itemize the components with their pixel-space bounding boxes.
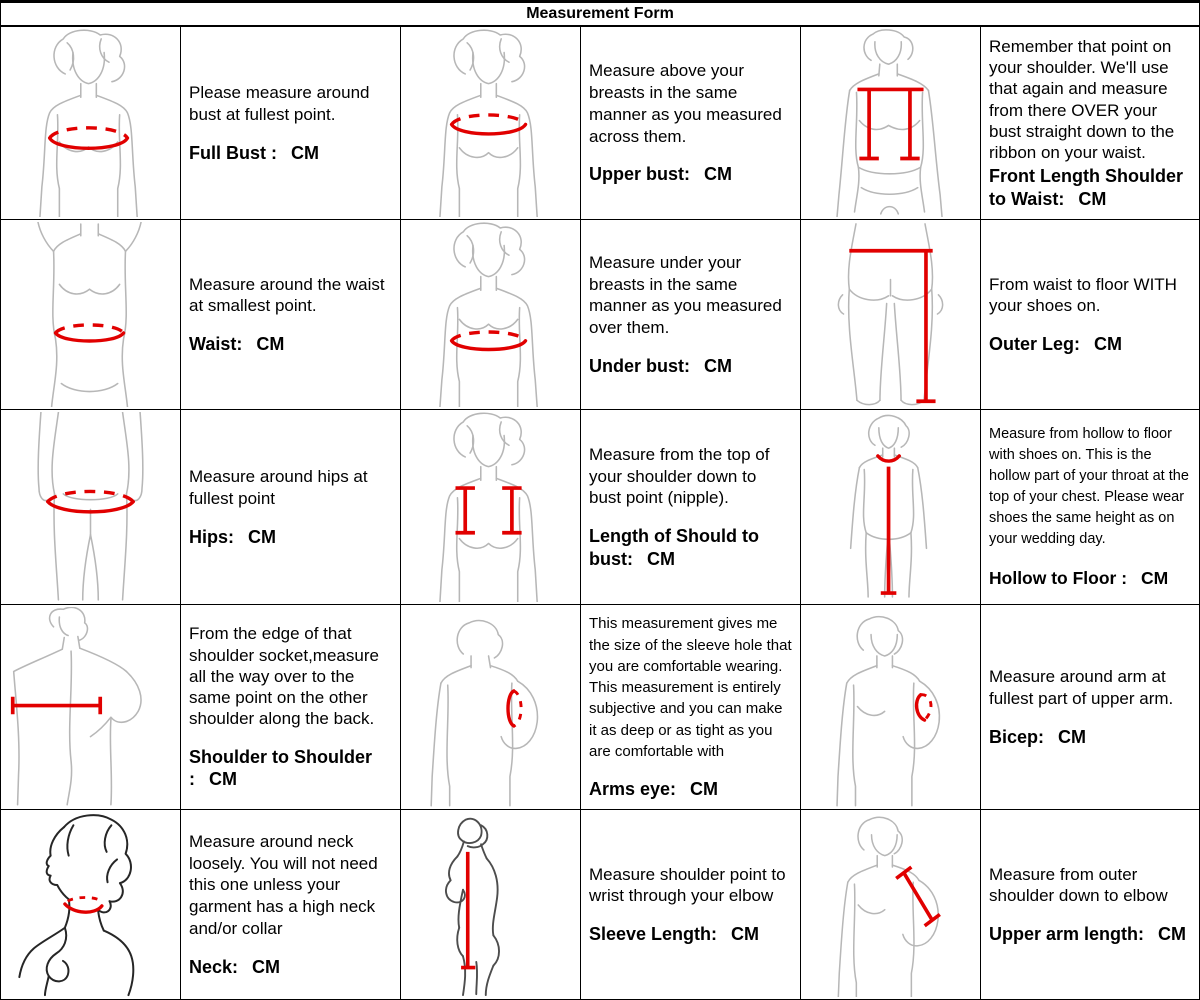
measure-unit: CM [1094, 334, 1123, 354]
measure-description: Please measure around bust at fullest point. [189, 83, 370, 124]
under-bust-figure [403, 222, 578, 407]
upper-bust-measure-line [452, 124, 526, 133]
outer-leg-figure [803, 222, 978, 407]
measure-label-row [189, 142, 392, 165]
measure-label-row [989, 568, 1191, 590]
measure-label-row [589, 163, 792, 186]
measure-label: Bicep: [989, 726, 1045, 747]
hips-figure [3, 412, 178, 602]
text-cell-under-bust [581, 220, 801, 410]
measure-unit: CM [252, 956, 281, 977]
figure-sketch [38, 222, 141, 407]
figure-sketch [431, 621, 537, 806]
measure-description: Measure around hips at fullest point [189, 467, 368, 508]
measure-label: Under bust: [589, 355, 690, 376]
measure-description: Measure shoulder point to wrist through your elbow [589, 864, 786, 906]
figure-sketch [440, 223, 537, 407]
bicep-figure [803, 607, 978, 807]
outer-leg-measure-lines [849, 251, 935, 401]
measure-unit: CM [704, 164, 732, 185]
measure-unit: CM [209, 769, 237, 790]
figure-cell-front-length [801, 27, 981, 220]
text-cell-upper-bust [581, 27, 801, 220]
arms-eye-measure-ellipse-dashed [514, 691, 521, 726]
sleeve-length-measure-line [461, 852, 475, 968]
measure-unit: CM [291, 142, 319, 163]
shoulder-to-bust-measure-lines [456, 488, 522, 533]
measure-description: From the edge of that shoulder socket,measure all the way over to the same point on the other shoulder along the back. [189, 624, 379, 729]
shoulder-to-shoulder-figure [3, 607, 178, 807]
hips-measure-line [48, 502, 134, 512]
text-cell-upper-arm-length [981, 810, 1199, 999]
measure-unit: CM [647, 548, 675, 569]
text-cell-front-length [981, 27, 1199, 220]
waist-measure-line [56, 333, 124, 341]
bust-measure-line [50, 138, 128, 148]
hollow-to-floor-measure-line [881, 467, 897, 593]
figure-cell-neck [1, 810, 181, 999]
full-bust-figure [3, 29, 178, 217]
figure-sketch [440, 413, 537, 602]
neck-figure [3, 812, 178, 997]
measure-label: Front Length Shoulder to Waist: [989, 166, 1183, 209]
measure-label-row [989, 165, 1191, 210]
sleeve-length-figure [403, 812, 578, 997]
text-cell-bicep [981, 605, 1199, 810]
waist-measure-line-dashed [56, 325, 124, 333]
measure-label-row [989, 923, 1191, 946]
measure-label: Arms eye: [589, 779, 677, 800]
measure-label: Hollow to Floor : [989, 568, 1128, 589]
neck-measure-line-dashed [68, 897, 100, 901]
figure-sketch [40, 30, 137, 217]
text-cell-waist [181, 220, 401, 410]
upper-arm-length-figure [803, 812, 978, 997]
measure-description: Measure above your breasts in the same manner as you measured across them. [589, 61, 782, 146]
text-cell-outer-leg [981, 220, 1199, 410]
text-cell-arms-eye [581, 605, 801, 810]
arms-eye-figure [403, 607, 578, 807]
measure-unit: CM [690, 779, 719, 800]
measure-unit: CM [1078, 188, 1107, 209]
figure-cell-upper-arm-length [801, 810, 981, 999]
figure-sketch [19, 815, 133, 995]
measure-label-row [589, 923, 792, 946]
upper-bust-measure-line-dashed [452, 115, 526, 124]
measure-unit: CM [1058, 726, 1087, 747]
figure-cell-hips [1, 410, 181, 605]
measure-label: Upper bust: [589, 164, 690, 185]
under-bust-measure-line [452, 341, 526, 350]
shoulder-to-shoulder-measure-line [13, 697, 101, 715]
shoulder-to-bust-figure [403, 412, 578, 602]
measure-label: Upper arm length: [989, 924, 1145, 944]
hollow-to-floor-figure [803, 412, 978, 602]
text-cell-hollow-to-floor [981, 410, 1199, 605]
text-cell-hips [181, 410, 401, 605]
measure-label: Neck: [189, 956, 239, 977]
figure-cell-arms-eye [401, 605, 581, 810]
bicep-measure-ellipse [917, 695, 925, 720]
measure-description: Remember that point on your shoulder. We'll use that again and measure from there OVER your bust straight down to the ribbon on your waist. [989, 36, 1175, 162]
bicep-measure-ellipse-dashed [921, 695, 931, 720]
figure-cell-outer-leg [801, 220, 981, 410]
measure-label-row [189, 526, 392, 549]
text-cell-neck [181, 810, 401, 999]
measure-label-row [189, 746, 392, 791]
measure-description: Measure around the waist at smallest point. [189, 274, 385, 316]
measure-description: Measure around arm at fullest part of upper arm. [989, 667, 1174, 708]
figure-sketch [837, 30, 942, 217]
text-cell-shoulder-to-shoulder [181, 605, 401, 810]
neck-measure-line [65, 904, 102, 912]
measure-label-row [589, 525, 792, 570]
waist-figure [3, 222, 178, 407]
measure-description: Measure from the top of your shoulder down to bust point (nipple). [589, 444, 770, 508]
measure-label: Hips: [189, 526, 234, 547]
measure-description: Measure around neck loosely. You will not need this one unless your garment has a high neck and/or collar [189, 831, 378, 938]
front-length-measure-lines [857, 89, 923, 158]
measure-label-row [989, 333, 1191, 356]
measure-label: Waist: [189, 334, 243, 354]
text-cell-shoulder-to-bust [581, 410, 801, 605]
figure-cell-waist [1, 220, 181, 410]
measure-label: Shoulder to Shoulder : [189, 746, 372, 790]
figure-cell-full-bust [1, 27, 181, 220]
upper-bust-figure [403, 29, 578, 217]
figure-cell-shoulder-to-shoulder [1, 605, 181, 810]
measure-unit: CM [256, 334, 285, 354]
measure-label-row [589, 778, 792, 801]
measure-description: Measure under your breasts in the same manner as you measured over them. [589, 252, 782, 337]
measure-label: Sleeve Length: [589, 924, 718, 944]
front-length-figure [803, 29, 978, 217]
figure-sketch [837, 617, 939, 806]
bust-measure-line-dashed [50, 128, 128, 138]
measure-label-row [989, 726, 1191, 749]
measure-unit: CM [248, 526, 276, 547]
measure-label-row [589, 355, 792, 378]
measure-label: Full Bust : [189, 142, 277, 163]
under-bust-measure-line-dashed [452, 332, 526, 341]
figure-cell-under-bust [401, 220, 581, 410]
measure-label: Length of Should to bust: [589, 526, 759, 569]
text-cell-sleeve-length [581, 810, 801, 999]
measure-description: From waist to floor WITH your shoes on. [989, 274, 1177, 316]
text-cell-full-bust [181, 27, 401, 220]
measure-label-row [189, 333, 392, 356]
figure-cell-sleeve-length [401, 810, 581, 999]
figure-cell-bicep [801, 605, 981, 810]
measure-unit: CM [1158, 924, 1187, 944]
measure-description: Measure from outer shoulder down to elbow [989, 864, 1168, 906]
measure-label-row [189, 956, 392, 979]
measure-description: Measure from hollow to floor with shoes on. This is the hollow part of your throat at the top of your chest. Please wear shoes the same height as on your wedding day. [989, 426, 1189, 548]
figure-cell-upper-bust [401, 27, 581, 220]
measure-unit: CM [1141, 568, 1169, 589]
figure-cell-shoulder-to-bust [401, 410, 581, 605]
figure-cell-hollow-to-floor [801, 410, 981, 605]
measure-description: This measurement gives me the size of the sleeve hole that you are comfortable wearing. This measurement is entirely subjective and you can make it as deep or as tight as you are comfortable with [589, 615, 792, 760]
measure-label: Outer Leg: [989, 334, 1081, 354]
hollow-mark [878, 456, 899, 461]
measure-unit: CM [731, 924, 760, 944]
measure-unit: CM [704, 355, 732, 376]
page-title: Measurement Form [1, 3, 1199, 27]
